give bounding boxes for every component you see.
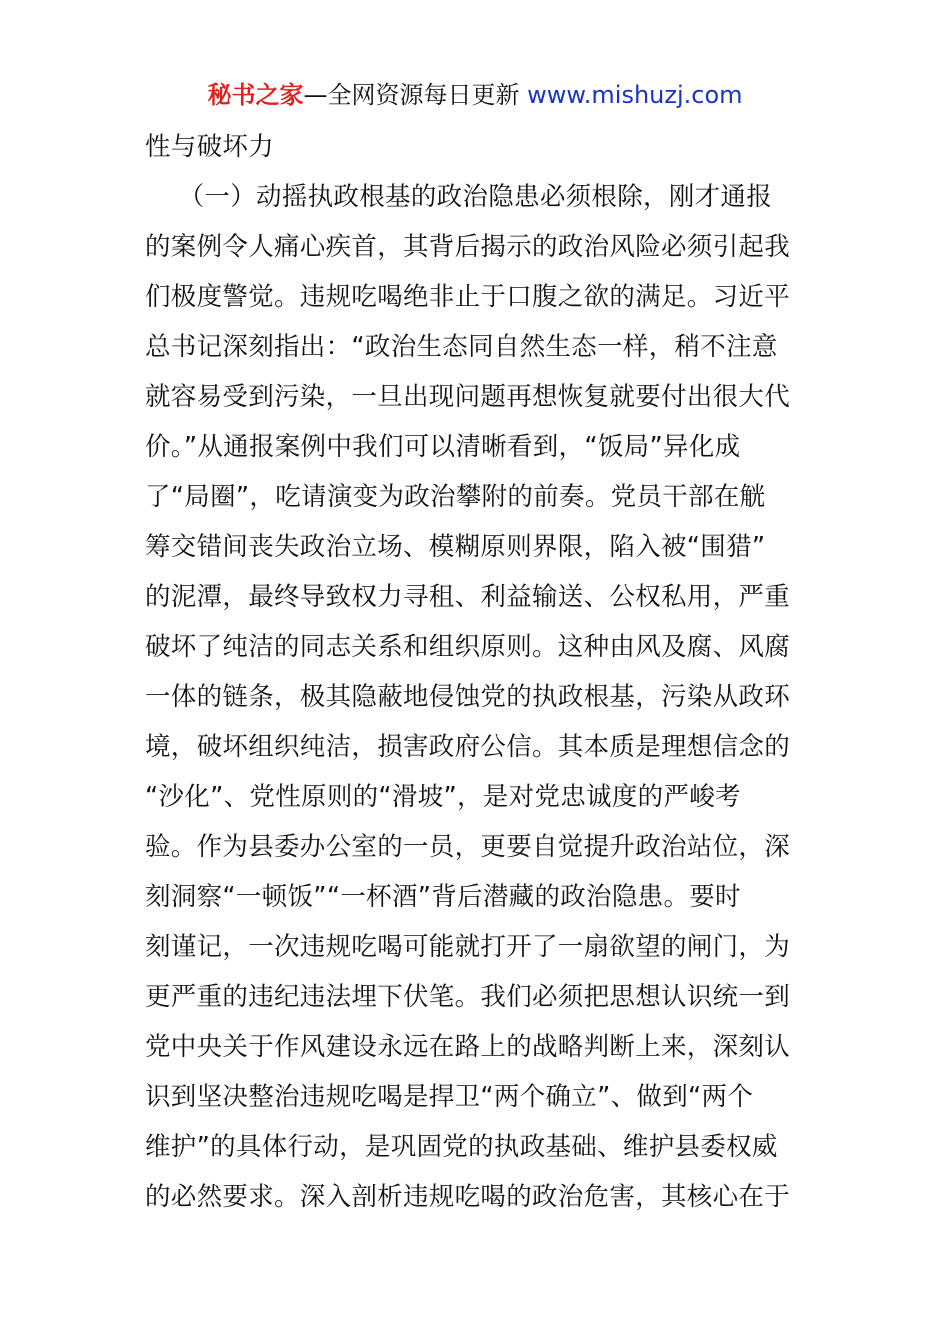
text-line: “沙化”、党性原则的“滑坡”，是对党忠诚度的严峻考: [145, 782, 741, 812]
text-line: 境，破坏组织纯洁，损害政府公信。其本质是理想信念的: [145, 732, 791, 762]
brand-name: 秘书之家: [207, 81, 304, 109]
site-url-link[interactable]: www.mishuzj.com: [527, 81, 743, 109]
text-line: 一体的链条，极其隐蔽地侵蚀党的执政根基，污染从政环: [145, 682, 791, 712]
text-line: 破坏了纯洁的同志关系和组织原则。这种由风及腐、风腐: [145, 632, 791, 662]
text-line: 就容易受到污染，一旦出现问题再想恢复就要付出很大代: [145, 382, 791, 412]
text-line: 的必然要求。深入剖析违规吃喝的政治危害，其核心在于: [145, 1182, 791, 1212]
text-line: 总书记深刻指出：“政治生态同自然生态一样，稍不注意: [145, 332, 778, 362]
text-line: 们极度警觉。违规吃喝绝非止于口腹之欲的满足。习近平: [145, 282, 791, 312]
text-line: 价。”从通报案例中我们可以清晰看到，“饭局”异化成: [145, 432, 741, 462]
text-line: 验。作为县委办公室的一员，更要自觉提升政治站位，深: [145, 832, 791, 862]
text-line: 筹交错间丧失政治立场、模糊原则界限，陷入被“围猎”: [145, 532, 766, 562]
text-line: 刻谨记，一次违规吃喝可能就打开了一扇欲望的闸门，为: [145, 932, 791, 962]
site-header: [0, 78, 950, 112]
text-line: 维护”的具体行动，是巩固党的执政基础、维护县委权威: [145, 1132, 778, 1162]
text-line: 识到坚决整治违规吃喝是捍卫“两个确立”、做到“两个: [145, 1082, 754, 1112]
text-line: （一）动摇执政根基的政治隐患必须根除，刚才通报: [145, 182, 773, 212]
text-line: 性与破坏力: [145, 132, 275, 162]
text-line: 的案例令人痛心疾首，其背后揭示的政治风险必须引起我: [145, 232, 791, 262]
text-line: 党中央关于作风建设永远在路上的战略判断上来，深刻认: [145, 1032, 791, 1062]
header-tagline: —全网资源每日更新: [303, 81, 528, 109]
text-line: 刻洞察“一顿饭”“一杯酒”背后潜藏的政治隐患。要时: [145, 882, 741, 912]
text-line: 的泥潭，最终导致权力寻租、利益输送、公权私用，严重: [145, 582, 791, 612]
text-line: 更严重的违纪违法埋下伏笔。我们必须把思想认识统一到: [145, 982, 791, 1012]
body-text: [145, 122, 815, 1222]
text-line: 了“局圈”，吃请演变为政治攀附的前奏。党员干部在觥: [145, 482, 766, 512]
